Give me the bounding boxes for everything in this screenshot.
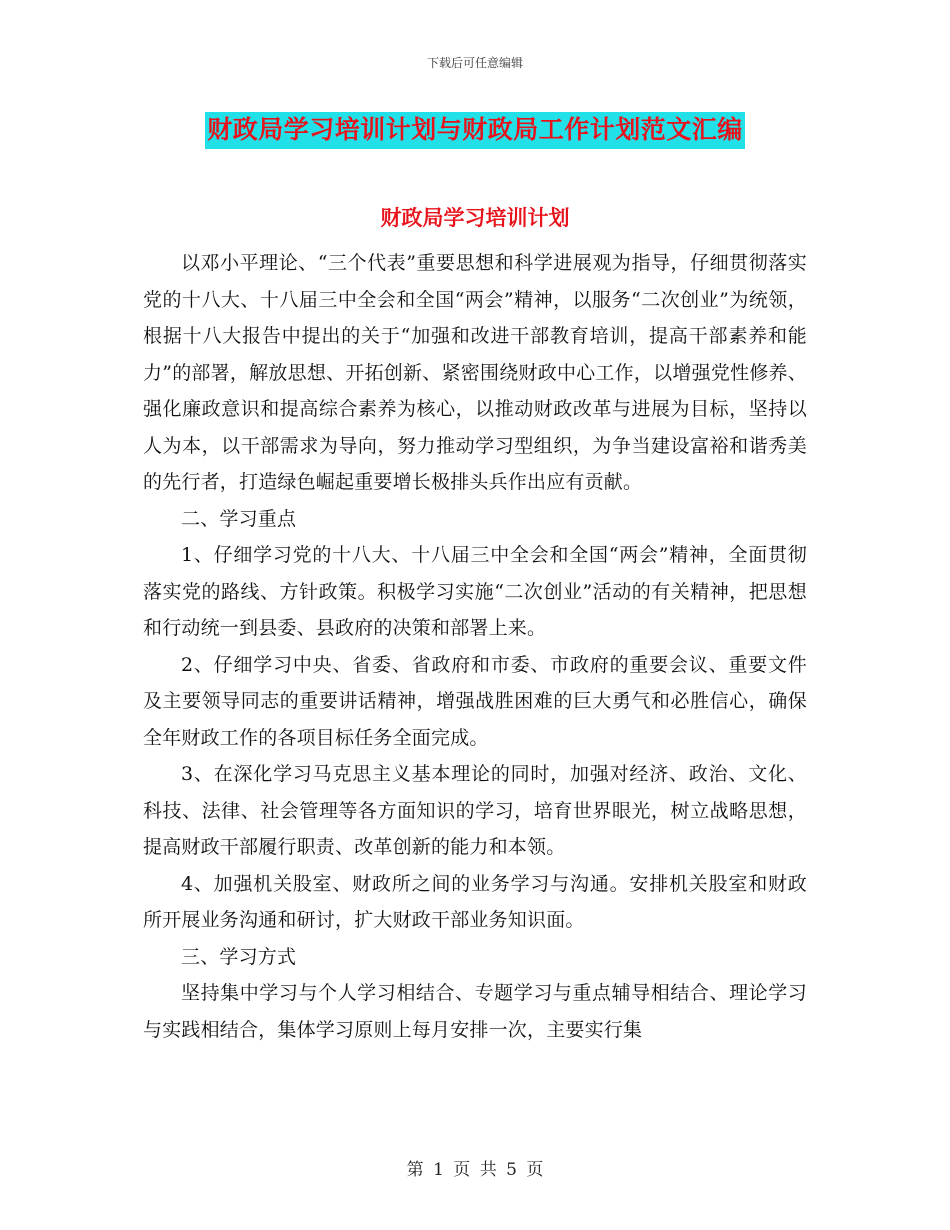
heading-study-focus: 二、学习重点 xyxy=(181,507,297,530)
paragraph-item-4: 4、加强机关股室、财政所之间的业务学习与沟通。安排机关股室和财政所开展业务沟通和研讨，扩大财政干部业务知识面。 xyxy=(143,872,807,931)
document-body xyxy=(143,245,807,1048)
paragraph-intro: 以邓小平理论、“三个代表”重要思想和科学进展观为指导，仔细贯彻落实党的十八大、十八届三中全会和全国“两会”精神，以服务“二次创业”为统领，根据十八大报告中提出的关于“加强和改进干部教育培训，提高干部素养和能力”的部署，解放思想、开拓创新、紧密围绕财政中心工作，以增强党性修养、强化廉政意识和提高综合素养为核心，以推动财政改革与进展为目标，坚持以人为本，以干部需求为导向，努力推动学习型组织，为争当建设富裕和谐秀美的先行者，打造绿色崛起重要增长极排头兵作出应有贡献。 xyxy=(143,252,807,493)
paragraph-method: 坚持集中学习与个人学习相结合、专题学习与重点辅导相结合、理论学习与实践相结合，集体学习原则上每月安排一次，主要实行集 xyxy=(143,982,807,1041)
paragraph-item-3: 3、在深化学习马克思主义基本理论的同时，加强对经济、政治、文化、科技、法律、社会管理等各方面知识的学习，培育世界眼光，树立战略思想，提高财政干部履行职责、改革创新的能力和本领。 xyxy=(143,763,807,858)
section-title: 财政局学习培训计划 xyxy=(380,205,570,230)
header-note: 下载后可任意编辑 xyxy=(426,56,523,70)
page-number: 第 1 页 共 5 页 xyxy=(406,1160,544,1180)
paragraph-item-1: 1、仔细学习党的十八大、十八届三中全会和全国“两会”精神，全面贯彻落实党的路线、方针政策。积极学习实施“二次创业”活动的有关精神，把思想和行动统一到县委、县政府的决策和部署上来。 xyxy=(143,544,807,639)
heading-study-method: 三、学习方式 xyxy=(181,945,297,968)
document-title-container xyxy=(0,112,950,149)
paragraph-item-2: 2、仔细学习中央、省委、省政府和市委、市政府的重要会议、重要文件及主要领导同志的重要讲话精神，增强战胜困难的巨大勇气和必胜信心，确保全年财政工作的各项目标任务全面完成。 xyxy=(143,653,807,749)
document-title: 财政局学习培训计划与财政局工作计划范文汇编 xyxy=(205,112,745,149)
